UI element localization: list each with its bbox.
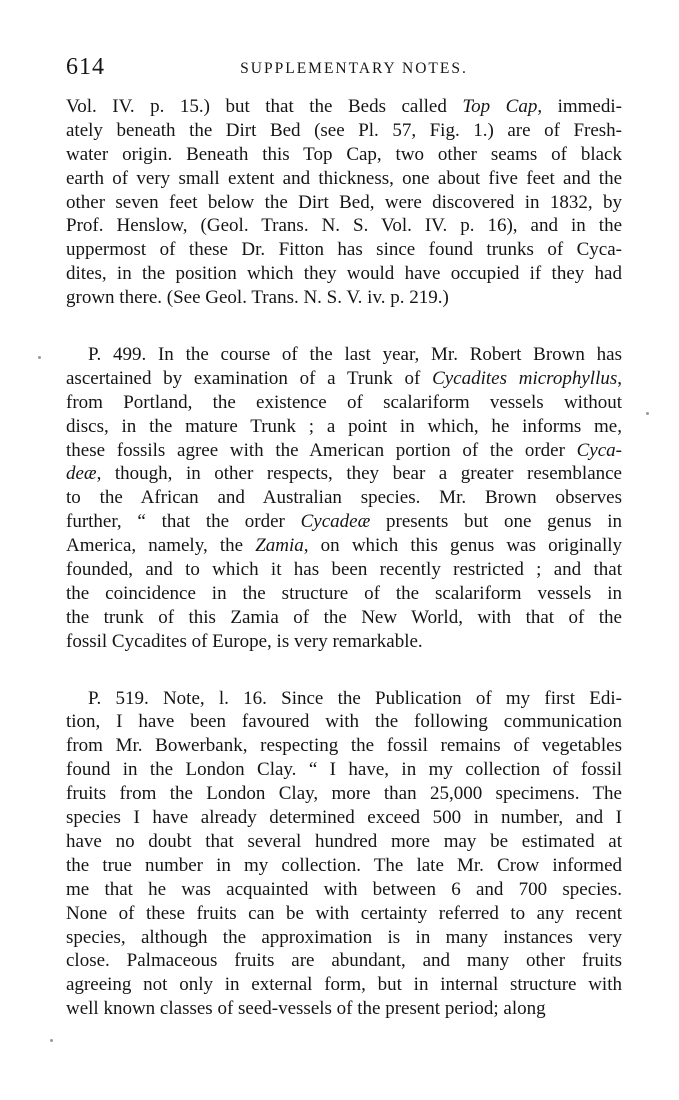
text-line: Prof. Henslow, (Geol. Trans. N. S. Vol. IV. p. 16), and in the bbox=[66, 215, 622, 237]
text-line: species, although the approximation is in many instances very bbox=[66, 926, 622, 948]
text-line: the coincidence in the structure of the scalariform vessels in bbox=[66, 582, 622, 604]
text-line: from Mr. Bowerbank, respecting the fossil remains of vegetables bbox=[66, 735, 622, 757]
text-line: species I have already determined exceed 500 in number, and I bbox=[66, 807, 622, 829]
text-line: tion, I have been favoured with the following communication bbox=[66, 711, 622, 733]
text-line: the trunk of this Zamia of the New World, with that of the bbox=[66, 606, 622, 628]
text-line: dites, in the position which they would have occupied if they had bbox=[66, 263, 622, 285]
text-line: America, namely, the Zamia, on which this genus was originally bbox=[66, 535, 622, 557]
text-line: deæ, though, in other respects, they bear a greater resemblance bbox=[66, 463, 622, 485]
text-line: the true number in my collection. The late Mr. Crow informed bbox=[66, 854, 622, 876]
paragraph-continued bbox=[66, 95, 622, 310]
margin-mark bbox=[646, 412, 649, 415]
text-line: me that he was acquainted with between 6 and 700 species. bbox=[66, 878, 622, 900]
text-line: Vol. IV. p. 15.) but that the Beds called Top Cap, immedi- bbox=[66, 96, 622, 117]
text-line: None of these fruits can be with certainty referred to any recent bbox=[66, 902, 622, 924]
text-line: fruits from the London Clay, more than 25,000 specimens. The bbox=[66, 783, 622, 805]
margin-mark bbox=[38, 356, 41, 359]
text-line: earth of very small extent and thickness, one about five feet and the bbox=[66, 167, 622, 189]
text-line: found in the London Clay. “ I have, in my collection of fossil bbox=[66, 759, 622, 781]
text-line: ately beneath the Dirt Bed (see Pl. 57, Fig. 1.) are of Fresh- bbox=[66, 119, 622, 141]
text-line: founded, and to which it has been recently restricted ; and that bbox=[66, 559, 622, 581]
page-header bbox=[66, 54, 622, 84]
paragraph-gap bbox=[66, 310, 622, 343]
text-line: fossil Cycadites of Europe, is very remarkable. bbox=[66, 630, 423, 652]
paragraph-p499 bbox=[66, 343, 622, 654]
text-line: discs, in the mature Trunk ; a point in which, he informs me, bbox=[66, 415, 622, 437]
body-text bbox=[66, 95, 622, 1021]
text-line: close. Palmaceous fruits are abundant, and many other fruits bbox=[66, 950, 622, 972]
text-line: uppermost of these Dr. Fitton has since found trunks of Cyca- bbox=[66, 239, 622, 261]
page-number: 614 bbox=[66, 54, 105, 80]
text-line: agreeing not only in external form, but in internal structure with bbox=[66, 974, 622, 996]
text-line: have no doubt that several hundred more may be estimated at bbox=[66, 830, 622, 852]
running-head: SUPPLEMENTARY NOTES. bbox=[240, 60, 468, 77]
paragraph-p519 bbox=[66, 687, 622, 1021]
text-line: P. 499. In the course of the last year, Mr. Robert Brown has bbox=[88, 344, 622, 366]
paragraph-gap bbox=[66, 654, 622, 687]
text-line: P. 519. Note, l. 16. Since the Publication of my first Edi- bbox=[88, 687, 622, 709]
text-line: to the African and Australian species. Mr. Brown observes bbox=[66, 487, 622, 509]
text-line: grown there. (See Geol. Trans. N. S. V. iv. p. 219.) bbox=[66, 287, 449, 309]
text-line: well known classes of seed-vessels of the present period; along bbox=[66, 998, 546, 1020]
text-line: these fossils agree with the American portion of the order Cyca- bbox=[66, 439, 622, 461]
text-line: from Portland, the existence of scalariform vessels without bbox=[66, 391, 622, 413]
text-line: other seven feet below the Dirt Bed, were discovered in 1832, by bbox=[66, 191, 622, 213]
text-line: further, “ that the order Cycadeæ presents but one genus in bbox=[66, 511, 623, 533]
text-line: water origin. Beneath this Top Cap, two other seams of black bbox=[66, 143, 622, 165]
text-line: ascertained by examination of a Trunk of Cycadites microphyllus, bbox=[66, 367, 623, 389]
margin-mark bbox=[50, 1039, 53, 1042]
